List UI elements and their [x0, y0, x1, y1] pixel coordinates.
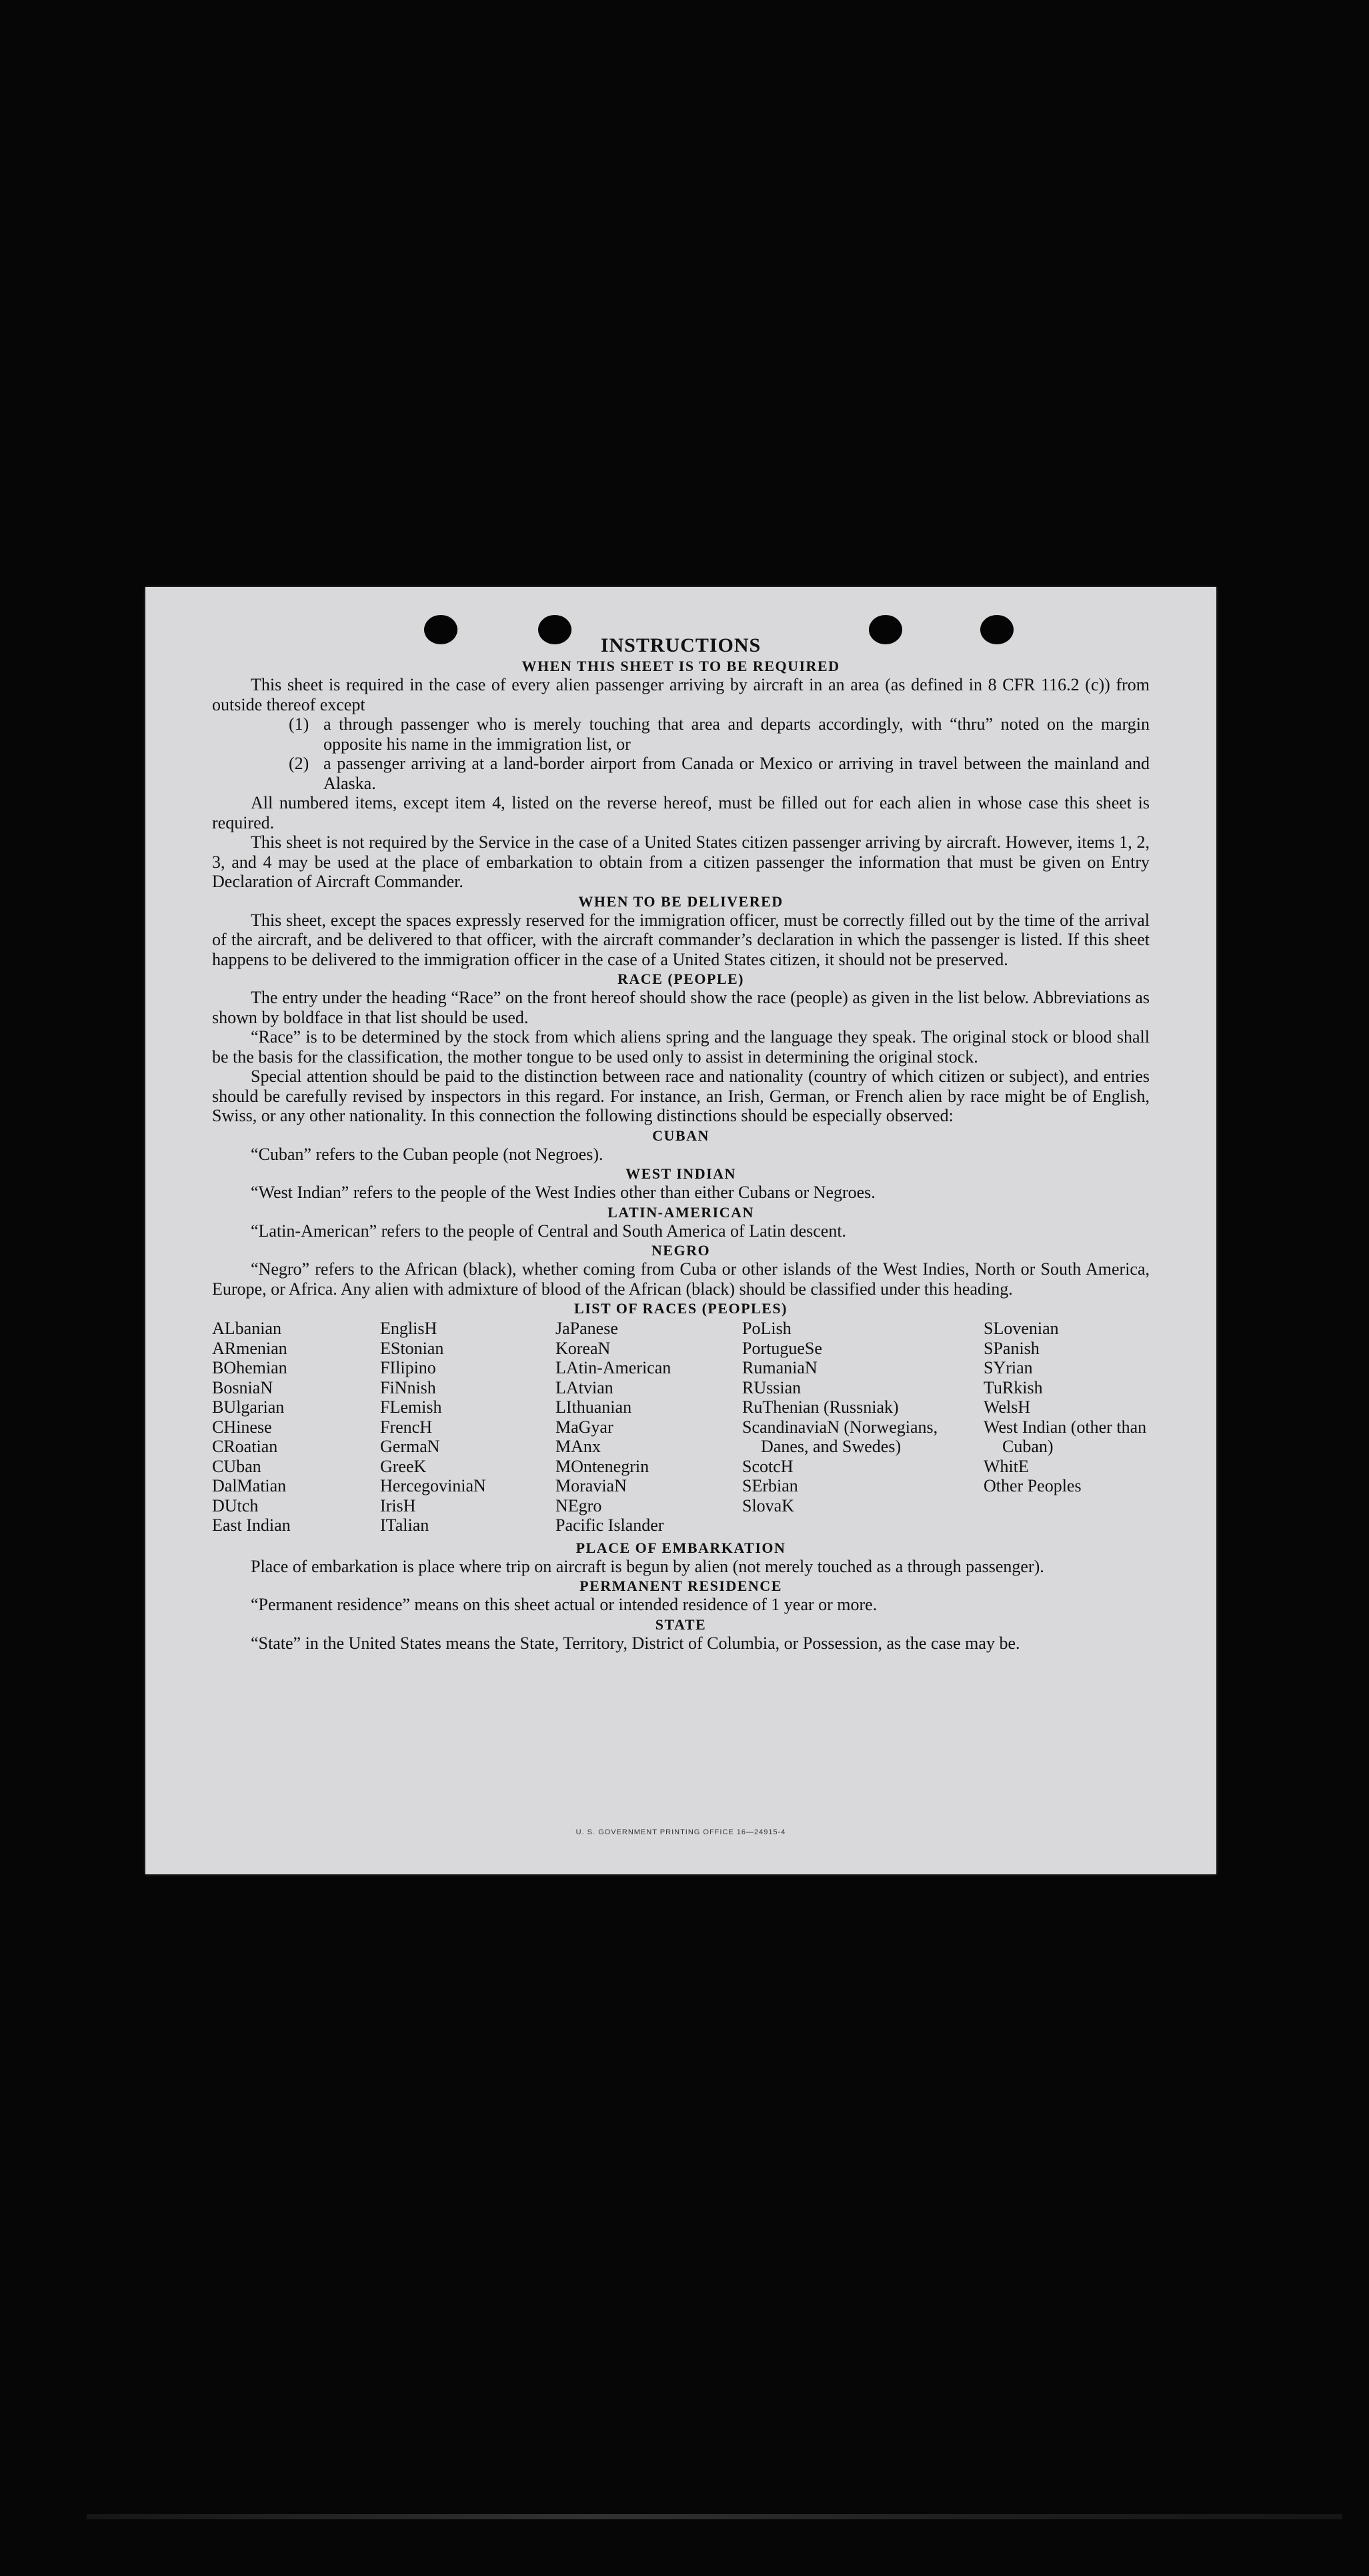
page-title: INSTRUCTIONS	[600, 634, 762, 656]
scanner-edge	[87, 2514, 1342, 2519]
heading-when-delivered: WHEN TO BE DELIVERED	[578, 892, 784, 910]
exception-text: a through passenger who is merely touching that area and departs accordingly, with “thru” noted on the margin opposite his name in the immigration list, or	[323, 714, 1150, 754]
paragraph-race-entry: The entry under the heading “Race” on the front hereof should show the race (people) as given in the list below. Abbreviations as shown by boldface in that list should be used.	[212, 988, 1150, 1027]
race-entry: West Indian (other than Cuban)	[984, 1417, 1147, 1456]
race-column	[984, 1319, 1150, 1535]
race-list	[212, 1319, 1150, 1535]
race-entry: ALbanian	[212, 1319, 281, 1338]
race-entry: PoLish	[742, 1319, 792, 1338]
paragraph-citizen: This sheet is not required by the Service in the case of a United States citizen passenger arriving by aircraft. However, items 1, 2, 3, and 4 may be used at the place of embarkation to obtain from a citizen passenger the information that must be given on Entry Declaration of Aircraft Commander.	[212, 832, 1150, 891]
paragraph-when-delivered: This sheet, except the spaces expressly reserved for the immigration officer, must be correctly filled out by the time of the arrival of the aircraft, and be delivered to that officer, with the aircraft commander’s declaration in which the passenger is listed. If this sheet happens to be delivered to the immigration officer in the case of a United States citizen, it should not be preserved.	[212, 910, 1150, 969]
race-entry: SLovenian	[984, 1319, 1059, 1338]
heading-list-of-races: LIST OF RACES (PEOPLES)	[574, 1300, 788, 1317]
race-entry: WelsH	[984, 1397, 1031, 1417]
paragraph-residence: “Permanent residence” means on this sheet actual or intended residence of 1 year or more.	[251, 1595, 878, 1614]
printing-office-footer: U. S. GOVERNMENT PRINTING OFFICE 16—24915-4	[575, 1828, 786, 1836]
paragraph-west-indian: “West Indian” refers to the people of the West Indies other than either Cubans or Negroes.	[251, 1183, 876, 1202]
race-entry: TuRkish	[984, 1377, 1043, 1397]
paragraph-race-stock: “Race” is to be determined by the stock from which aliens spring and the language they speak. The original stock or blood shall be the basis for the classification, the mother tongue to be used only to assist in determining the original stock.	[212, 1027, 1150, 1067]
paragraph-race-nationality: Special attention should be paid to the distinction between race and nationality (country of which citizen or subject), and entries should be carefully revised by inspectors in this regard. For instance, an Irish, German, or French alien by race might be of English, Swiss, or any other nationality. In this connection the following distinctions should be especially observed:	[212, 1067, 1150, 1125]
heading-west-indian: WEST INDIAN	[625, 1165, 736, 1182]
race-entry: PortugueSe	[742, 1338, 822, 1358]
punch-hole	[980, 615, 1014, 644]
race-entry: BosniaN	[212, 1377, 273, 1397]
heading-residence: PERMANENT RESIDENCE	[579, 1577, 782, 1594]
race-entry: JaPanese	[555, 1319, 618, 1338]
heading-race: RACE (PEOPLE)	[617, 971, 744, 987]
race-entry: BUlgarian	[212, 1397, 285, 1417]
race-entry: RuThenian (Russniak)	[742, 1397, 899, 1417]
race-entry: Other Peoples	[984, 1476, 1082, 1495]
race-column	[555, 1319, 742, 1535]
race-entry: CHinese	[212, 1417, 272, 1437]
race-entry: EnglisH	[380, 1319, 437, 1338]
exception-item	[289, 714, 1150, 754]
paragraph-embarkation: Place of embarkation is place where trip on aircraft is begun by alien (not merely touched as a through passenger).	[251, 1556, 1044, 1576]
race-column	[212, 1319, 380, 1535]
race-entry: RumaniaN	[742, 1358, 818, 1377]
race-entry: GermaN	[380, 1437, 440, 1456]
paragraph-cuban: “Cuban” refers to the Cuban people (not Negroes).	[251, 1144, 603, 1164]
punch-hole	[538, 615, 571, 644]
race-entry: SErbian	[742, 1476, 798, 1495]
heading-cuban: CUBAN	[652, 1127, 710, 1144]
race-entry: MAnx	[555, 1437, 601, 1456]
race-entry: SPanish	[984, 1338, 1040, 1358]
race-entry: CUban	[212, 1456, 261, 1476]
race-entry: LAtin-American	[555, 1358, 671, 1377]
race-entry: FLemish	[380, 1397, 442, 1417]
paragraph-when-required-intro: This sheet is required in the case of every alien passenger arriving by aircraft in an area (as defined in 8 CFR 116.2 (c)) from outside thereof except	[212, 675, 1150, 714]
heading-embarkation: PLACE OF EMBARKATION	[575, 1539, 786, 1556]
exception-number: (2)	[289, 754, 309, 773]
race-entry: FiNnish	[380, 1377, 436, 1397]
race-entry: ScotcH	[742, 1456, 794, 1476]
heading-latin-american: LATIN-AMERICAN	[607, 1203, 754, 1221]
race-entry: KoreaN	[555, 1338, 611, 1358]
paragraph-state: “State” in the United States means the State, Territory, District of Columbia, or Possession, as the case may be.	[251, 1633, 1020, 1653]
instruction-sheet	[145, 587, 1216, 1874]
race-entry: MOntenegrin	[555, 1456, 649, 1476]
race-entry: DUtch	[212, 1495, 259, 1515]
paragraph-negro: “Negro” refers to the African (black), whether coming from Cuba or other islands of the West Indies, North or South America, Europe, or Africa. Any alien with admixture of blood of the African (black) should be classified under this heading.	[212, 1259, 1150, 1299]
race-entry: MaGyar	[555, 1417, 613, 1437]
race-entry: IrisH	[380, 1495, 416, 1515]
race-entry: SlovaK	[742, 1495, 794, 1515]
race-entry: East Indian	[212, 1515, 291, 1535]
race-entry: ScandinaviaN (Norwegians, Danes, and Swedes)	[742, 1417, 938, 1456]
race-entry: HercegoviniaN	[380, 1476, 486, 1495]
exception-text: a passenger arriving at a land-border airport from Canada or Mexico or arriving in travel between the mainland and Alaska.	[323, 754, 1150, 793]
race-column	[380, 1319, 555, 1535]
race-entry: RUssian	[742, 1377, 802, 1397]
race-entry: DalMatian	[212, 1476, 287, 1495]
race-entry: FIlipino	[380, 1358, 436, 1377]
race-entry: EStonian	[380, 1338, 444, 1358]
punch-hole	[424, 615, 457, 644]
race-entry: WhitE	[984, 1456, 1029, 1476]
heading-state: STATE	[655, 1616, 707, 1633]
race-entry: LAtvian	[555, 1377, 613, 1397]
race-entry: FrencH	[380, 1417, 432, 1437]
race-entry: ARmenian	[212, 1338, 287, 1358]
exception-number: (1)	[289, 714, 309, 734]
race-entry: CRoatian	[212, 1437, 278, 1456]
paragraph-latin-american: “Latin-American” refers to the people of Central and South America of Latin descent.	[251, 1221, 847, 1241]
race-entry: GreeK	[380, 1456, 427, 1476]
heading-when-required: WHEN THIS SHEET IS TO BE REQUIRED	[521, 658, 840, 674]
exception-item	[289, 754, 1150, 793]
paragraph-numbered-items: All numbered items, except item 4, listed on the reverse hereof, must be filled out for each alien in whose case this sheet is required.	[212, 793, 1150, 832]
race-entry: ITalian	[380, 1515, 429, 1535]
race-entry: LIthuanian	[555, 1397, 632, 1417]
race-entry: MoraviaN	[555, 1476, 627, 1495]
heading-negro: NEGRO	[651, 1242, 711, 1259]
race-column	[742, 1319, 984, 1535]
punch-hole	[869, 615, 902, 644]
race-entry: NEgro	[555, 1495, 602, 1515]
race-entry: SYrian	[984, 1358, 1033, 1377]
race-entry: BOhemian	[212, 1358, 287, 1377]
race-entry: Pacific Islander	[555, 1515, 664, 1535]
